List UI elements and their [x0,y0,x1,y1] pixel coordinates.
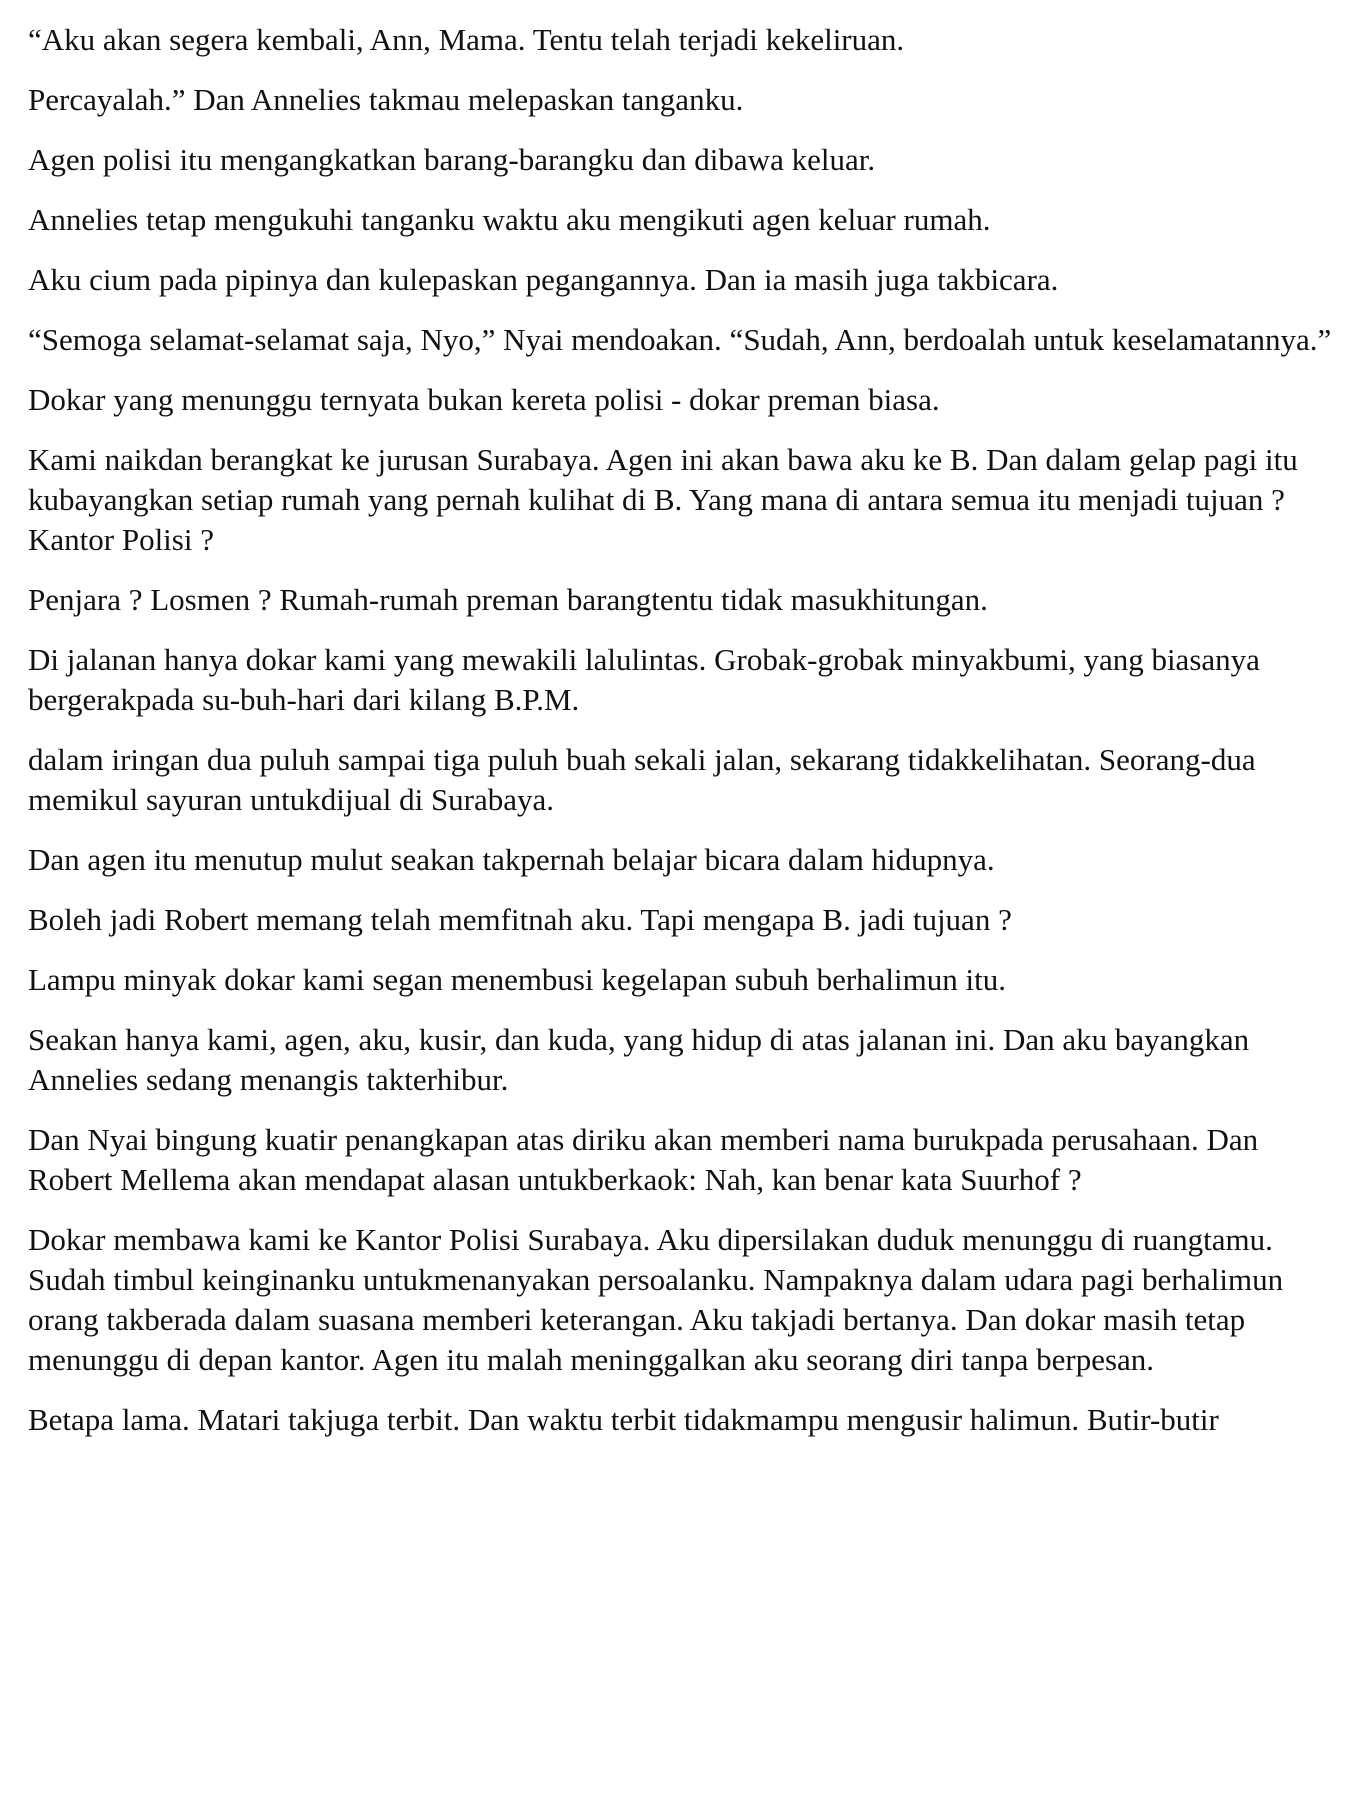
paragraph-6: “Semoga selamat-selamat saja, Nyo,” Nyai mendoakan. “Sudah, Ann, berdoalah untuk keselamatannya.” [28,322,1332,357]
paragraph-4: Annelies tetap mengukuhi tanganku waktu aku mengikuti agen keluar rumah. [28,202,991,237]
paragraph-2: Percayalah.” Dan Annelies takmau melepaskan tanganku. [28,82,744,117]
paragraph-18: Betapa lama. Matari takjuga terbit. Dan waktu terbit tidakmampu mengusir halimun. Butir-butir [28,1402,1219,1437]
paragraph-12: Dan agen itu menutup mulut seakan takpernah belajar bicara dalam hidupnya. [28,842,995,877]
paragraph-8: Kami naikdan berangkat ke jurusan Surabaya. Agen ini akan bawa aku ke B. Dan dalam gelap pagi itu kubayangkan setiap rumah yang pernah kulihat di B. Yang mana di antara semua itu menjadi tujuan ? Kantor Polisi ? [28,442,1298,557]
paragraph-16: Dan Nyai bingung kuatir penangkapan atas diriku akan memberi nama burukpada perusahaan. Dan Robert Mellema akan mendapat alasan untukberkaok: Nah, kan benar kata Suurhof ? [28,1122,1259,1197]
paragraph-13: Boleh jadi Robert memang telah memfitnah aku. Tapi mengapa B. jadi tujuan ? [28,902,1012,937]
document-page [28,20,1348,1460]
paragraph-1: “Aku akan segera kembali, Ann, Mama. Tentu telah terjadi kekeliruan. [28,22,905,57]
paragraph-7: Dokar yang menunggu ternyata bukan kereta polisi - dokar preman biasa. [28,382,940,417]
paragraph-11: dalam iringan dua puluh sampai tiga puluh buah sekali jalan, sekarang tidakkelihatan. Seorang-dua memikul sayuran untukdijual di Surabaya. [28,742,1256,817]
paragraph-5: Aku cium pada pipinya dan kulepaskan pegangannya. Dan ia masih juga takbicara. [28,262,1059,297]
paragraph-9: Penjara ? Losmen ? Rumah-rumah preman barangtentu tidak masukhitungan. [28,582,988,617]
paragraph-14: Lampu minyak dokar kami segan menembusi kegelapan subuh berhalimun itu. [28,962,1006,997]
paragraph-3: Agen polisi itu mengangkatkan barang-barangku dan dibawa keluar. [28,142,876,177]
paragraph-15: Seakan hanya kami, agen, aku, kusir, dan kuda, yang hidup di atas jalanan ini. Dan aku bayangkan Annelies sedang menangis takterhibur. [28,1022,1250,1097]
paragraph-10: Di jalanan hanya dokar kami yang mewakili lalulintas. Grobak-grobak minyakbumi, yang biasanya bergerakpada su-buh-hari dari kilang B.P.M. [28,642,1260,717]
paragraph-17: Dokar membawa kami ke Kantor Polisi Surabaya. Aku dipersilakan duduk menunggu di ruangtamu. Sudah timbul keinginanku untukmenanyakan persoalanku. Nampaknya dalam udara pagi berhalimun orang takberada dalam suasana memberi keterangan. Aku takjadi bertanya. Dan dokar masih tetap menunggu di depan kantor. Agen itu malah meninggalkan aku seorang diri tanpa berpesan. [28,1222,1284,1377]
